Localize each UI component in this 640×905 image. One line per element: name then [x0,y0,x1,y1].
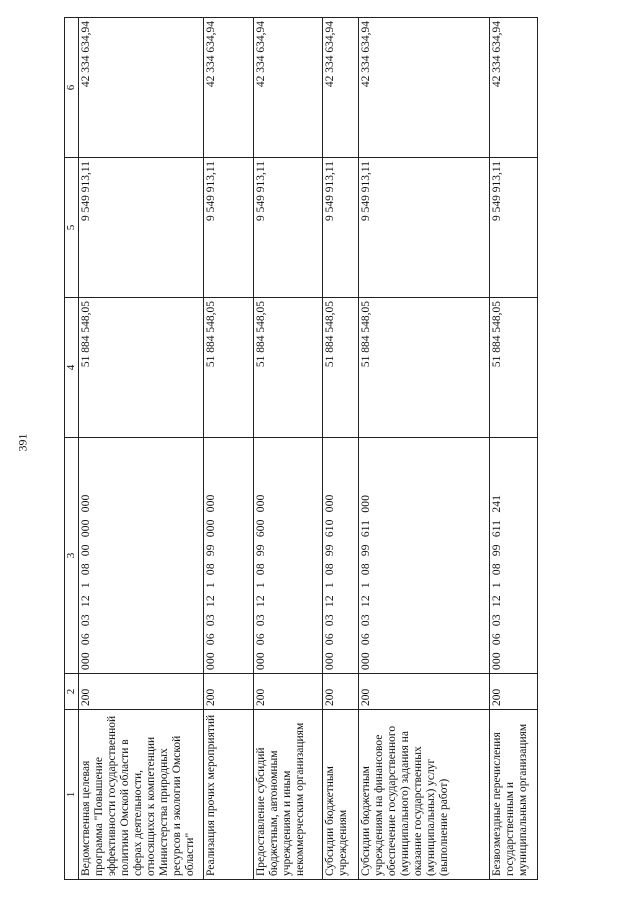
row-value-col6: 42 334 634,94 [204,18,254,158]
row-classification-code: 000 06 03 12 1 08 99 600 000 [254,438,323,674]
row-name: Субсидии бюджетным учреждениям на финансовое обеспечение государственного (муниципального) задания на оказание государственных (муниципальных) услуг (выполнение работ) [358,710,489,880]
row-value-col5: 9 549 913,11 [254,158,323,298]
row-value-col4: 51 884 548,05 [254,298,323,438]
table-row [489,18,537,880]
header-col-1: 1 [65,710,79,880]
row-value-col6: 42 334 634,94 [323,18,358,158]
row-classification-code: 000 06 03 12 1 08 99 000 000 [204,438,254,674]
table-row [204,18,254,880]
table-row [79,18,204,880]
row-classification-code: 000 06 03 12 1 08 99 610 000 [323,438,358,674]
row-value-col4: 51 884 548,05 [79,298,204,438]
row-value-col4: 51 884 548,05 [323,298,358,438]
header-col-2: 2 [65,674,79,710]
row-value-col4: 51 884 548,05 [489,298,537,438]
row-value-col5: 9 549 913,11 [358,158,489,298]
row-name: Предоставление субсидий бюджетным, автономным учреждениям и иным некоммерческим организациям [254,710,323,880]
row-classification-code: 000 06 03 12 1 08 99 611 000 [358,438,489,674]
page-number: 391 [15,433,30,452]
table-row [254,18,323,880]
table-row [358,18,489,880]
header-col-5: 5 [65,158,79,298]
budget-table [64,17,538,880]
header-col-3: 3 [65,438,79,674]
row-value-col6: 42 334 634,94 [79,18,204,158]
row-value-col5: 9 549 913,11 [204,158,254,298]
row-value-col5: 9 549 913,11 [489,158,537,298]
row-value-col4: 51 884 548,05 [204,298,254,438]
row-value-col6: 42 334 634,94 [489,18,537,158]
row-classification-code: 000 06 03 12 1 08 00 000 000 [79,438,204,674]
row-classification-code: 000 06 03 12 1 08 99 611 241 [489,438,537,674]
header-col-4: 4 [65,298,79,438]
row-admin-code: 200 [79,674,204,710]
row-value-col4: 51 884 548,05 [358,298,489,438]
header-col-6: 6 [65,18,79,158]
row-value-col5: 9 549 913,11 [79,158,204,298]
row-admin-code: 200 [323,674,358,710]
row-admin-code: 200 [358,674,489,710]
row-name: Субсидии бюджетным учреждениям [323,710,358,880]
row-admin-code: 200 [254,674,323,710]
row-admin-code: 200 [204,674,254,710]
header-row [65,18,79,880]
budget-table-container [64,18,538,880]
row-value-col6: 42 334 634,94 [254,18,323,158]
row-name: Реализация прочих мероприятий [204,710,254,880]
row-name: Безвозмездные перечисления государственным и муниципальным организациям [489,710,537,880]
table-row [323,18,358,880]
row-value-col6: 42 334 634,94 [358,18,489,158]
row-value-col5: 9 549 913,11 [323,158,358,298]
row-name: Ведомственная целевая программа "Повышение эффективности государственной политики Омской области в сферах деятельности, относящихся к компетенции Министерства природных ресурсов и экологии Омской области" [79,710,204,880]
row-admin-code: 200 [489,674,537,710]
